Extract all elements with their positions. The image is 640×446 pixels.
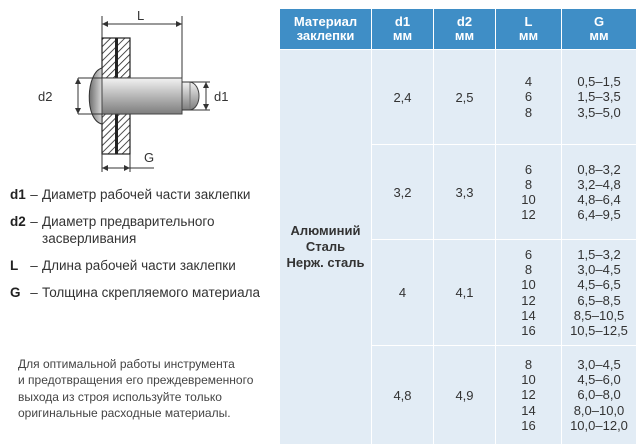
note-line: выхода из строя используйте только [18,389,222,404]
legend-key: d2 [10,214,26,229]
legend-dash: – [30,187,38,202]
legend-key: d1 [10,187,26,202]
legend-text: Диаметр рабочей части заклепки [42,187,251,202]
left-panel [0,0,272,446]
cell-G: 1,5–3,2 3,0–4,5 4,5–6,5 6,5–8,5 8,5–10,5 10,5–12,5 [562,240,637,346]
legend-item-G [10,284,272,301]
legend-text: Длина рабочей части заклепки [42,258,236,273]
rivet-diagram [20,8,260,178]
table-header-row [280,9,637,50]
table-row [280,50,637,145]
legend-key: G [10,285,21,300]
legend-text: Диаметр предварительного засверливания [42,214,215,246]
header-d1: d1 мм [372,9,434,50]
legend-text: Толщина скрепляемого материала [42,285,260,300]
rivet-flange [89,68,102,124]
label-d2: d2 [38,89,53,104]
header-L: L мм [496,9,562,50]
legend [10,186,272,311]
label-d1: d1 [214,89,229,104]
legend-item-d2 [10,213,272,247]
cell-d2: 4,1 [434,240,496,346]
cell-d1: 2,4 [372,50,434,145]
label-L: L [137,8,145,23]
cell-L: 4 6 8 [496,50,562,145]
cell-d1: 4,8 [372,346,434,445]
header-material: Материал заклепки [280,9,372,50]
note-line: и предотвращения его преждевременного [18,373,254,388]
material-cell: Алюминий Сталь Нерж. сталь [280,50,372,445]
rivet-spec-table [279,8,637,445]
usage-note [18,356,268,422]
legend-item-L [10,257,272,274]
cell-d2: 3,3 [434,145,496,240]
legend-key: L [10,258,19,273]
label-G: G [144,150,155,165]
cell-L: 8 10 12 14 16 [496,346,562,445]
legend-item-d1 [10,186,272,203]
cell-G: 0,8–3,2 3,2–4,8 4,8–6,4 6,4–9,5 [562,145,637,240]
legend-dash: – [30,258,38,273]
legend-dash: – [30,285,38,300]
cell-d2: 2,5 [434,50,496,145]
header-d2: d2 мм [434,9,496,50]
cell-d2: 4,9 [434,346,496,445]
note-line: оригинальные расходные материалы. [18,406,231,421]
header-G: G мм [562,9,637,50]
cell-L: 6 8 10 12 [496,145,562,240]
cell-d1: 3,2 [372,145,434,240]
note-line: Для оптимальной работы инструмента [18,357,235,371]
cell-d1: 4 [372,240,434,346]
cell-G: 3,0–4,5 4,5–6,0 6,0–8,0 8,0–10,0 10,0–12,0 [562,346,637,445]
rivet-shank [102,78,182,114]
cell-L: 6 8 10 12 14 16 [496,240,562,346]
legend-dash: – [30,214,38,229]
cell-G: 0,5–1,5 1,5–3,5 3,5–5,0 [562,50,637,145]
